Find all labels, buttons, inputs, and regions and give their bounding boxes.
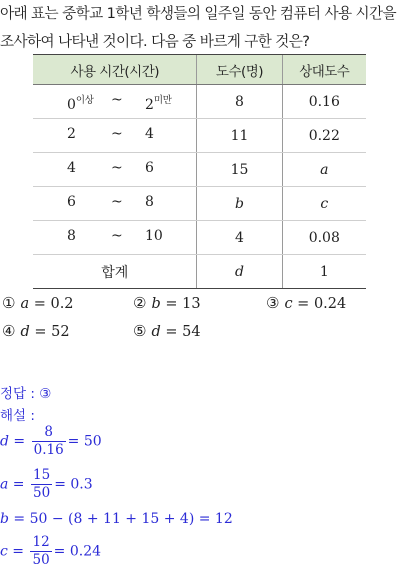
correct-answer: 정답 : ③ [0,386,52,402]
question-line-1: 아래 표는 중학교 1학년 학생들의 일주일 동안 컴퓨터 사용 시간을 [0,5,396,22]
relative-frequency-cell: c [282,187,366,221]
total-frequency: d [197,255,282,289]
frequency-cell: b [197,187,282,221]
header-usage-time: 사용 시간(시간) [33,55,197,85]
table-row [33,221,366,255]
header-frequency: 도수(명) [197,55,282,85]
table-total-row [33,255,366,289]
table-row [33,187,366,221]
frequency-cell: 4 [197,221,282,255]
relative-frequency-cell: 0.22 [282,119,366,153]
total-relative-frequency: 1 [282,255,366,289]
solution-eq-d: d = $\frac{8}{0.16}$ = 50 [0,424,102,458]
frequency-cell: 11 [197,119,282,153]
table-row [33,85,366,119]
question-text [0,0,400,56]
total-label: 합계 [33,255,197,289]
class-interval: 4 ~ 6 [33,153,197,187]
table-row [33,119,366,153]
choice-3[interactable]: ③ c = 0.24 [266,294,347,312]
relative-frequency-cell: a [282,153,366,187]
solution-eq-b: b = 50 − (8 + 11 + 15 + 4) = 12 [0,511,233,527]
frequency-table [33,54,366,289]
choice-5[interactable]: ⑤ d = 54 [133,322,201,340]
choice-2[interactable]: ② b = 13 [133,294,201,312]
choice-4[interactable]: ④ d = 52 [2,322,70,340]
choice-1[interactable]: ① a = 0.2 [2,294,74,312]
question-line-2: 조사하여 나타낸 것이다. 다음 중 바르게 구한 것은? [0,33,310,50]
table-header-row [33,55,366,85]
solution-eq-c: c = $\frac{12}{50}$ = 0.24 [0,534,102,568]
class-interval: $0^{이상}$ ~ $2^{미만}$ [33,85,197,119]
relative-frequency-cell: 0.16 [282,85,366,119]
header-relative-frequency: 상대도수 [282,55,366,85]
relative-frequency-cell: 0.08 [282,221,366,255]
class-interval: 8 ~ 10 [33,221,197,255]
class-interval: 6 ~ 8 [33,187,197,221]
frequency-cell: 8 [197,85,282,119]
class-interval: 2 ~ 4 [33,119,197,153]
solution-label: 해설 : [0,408,35,424]
solution-eq-a: a = $\frac{15}{50}$ = 0.3 [0,467,93,501]
table-row [33,153,366,187]
frequency-cell: 15 [197,153,282,187]
